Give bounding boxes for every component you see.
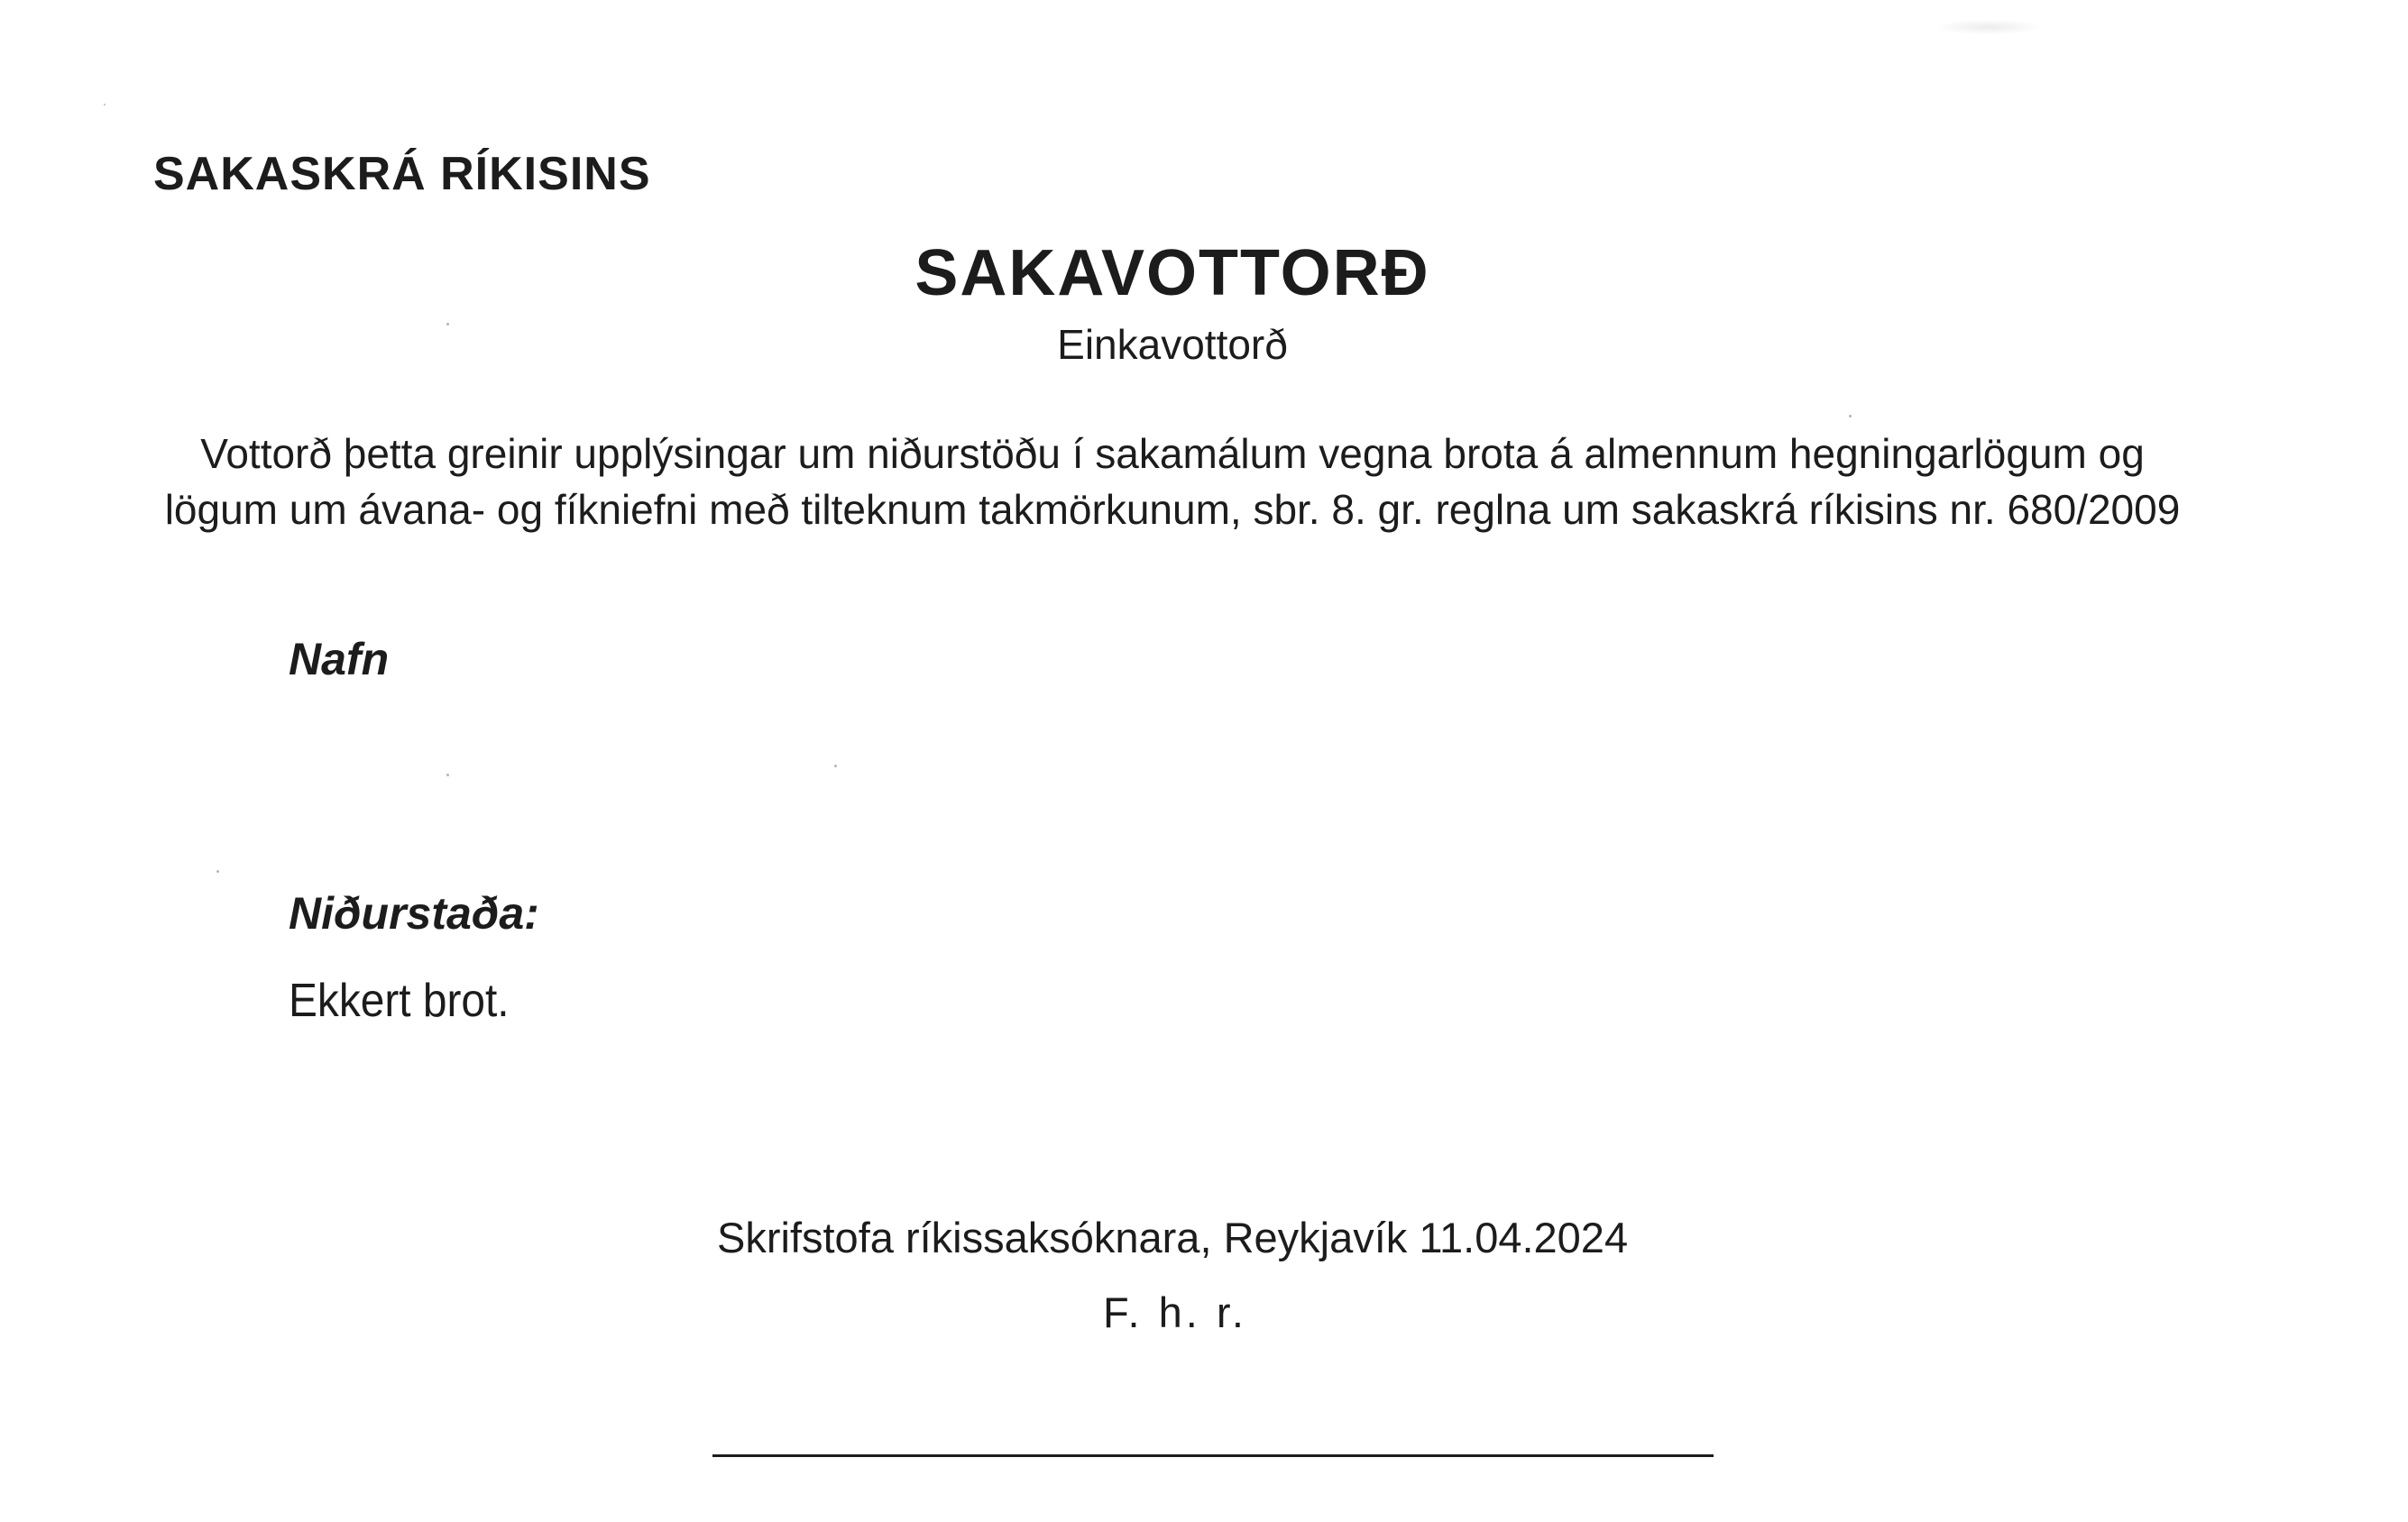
intro-paragraph [0,426,2345,537]
name-label: Nafn [289,634,390,684]
scan-smudge [1939,20,2038,34]
intro-line: lögum um ávana- og fíkniefni með tilteknum takmörkunum, sbr. 8. gr. reglna um sakaskrá ríkisins nr. 680/2009 [164,486,2181,533]
scan-speck [216,870,219,873]
document-title: SAKAVOTTORÐ [914,237,1430,309]
issuer-heading: SAKASKRÁ RÍKISINS [153,148,651,200]
signature-line [712,1454,1714,1457]
scan-speck [104,104,106,105]
place-and-date: Skrifstofa ríkissaksóknara, Reykjavík 11.04.2024 [717,1214,1629,1261]
scan-speck [1849,415,1852,417]
result-value: Ekkert brot. [289,975,510,1027]
scan-speck [834,765,837,767]
signature-prefix: F. h. r. [1103,1288,1247,1336]
scan-speck [446,774,449,776]
intro-line: Vottorð þetta greinir upplýsingar um niðurstöðu í sakamálum vegna brota á almennum hegningarlögum og [200,430,2145,477]
result-label: Niðurstaða: [289,888,539,939]
document-subtitle: Einkavottorð [1057,321,1288,368]
